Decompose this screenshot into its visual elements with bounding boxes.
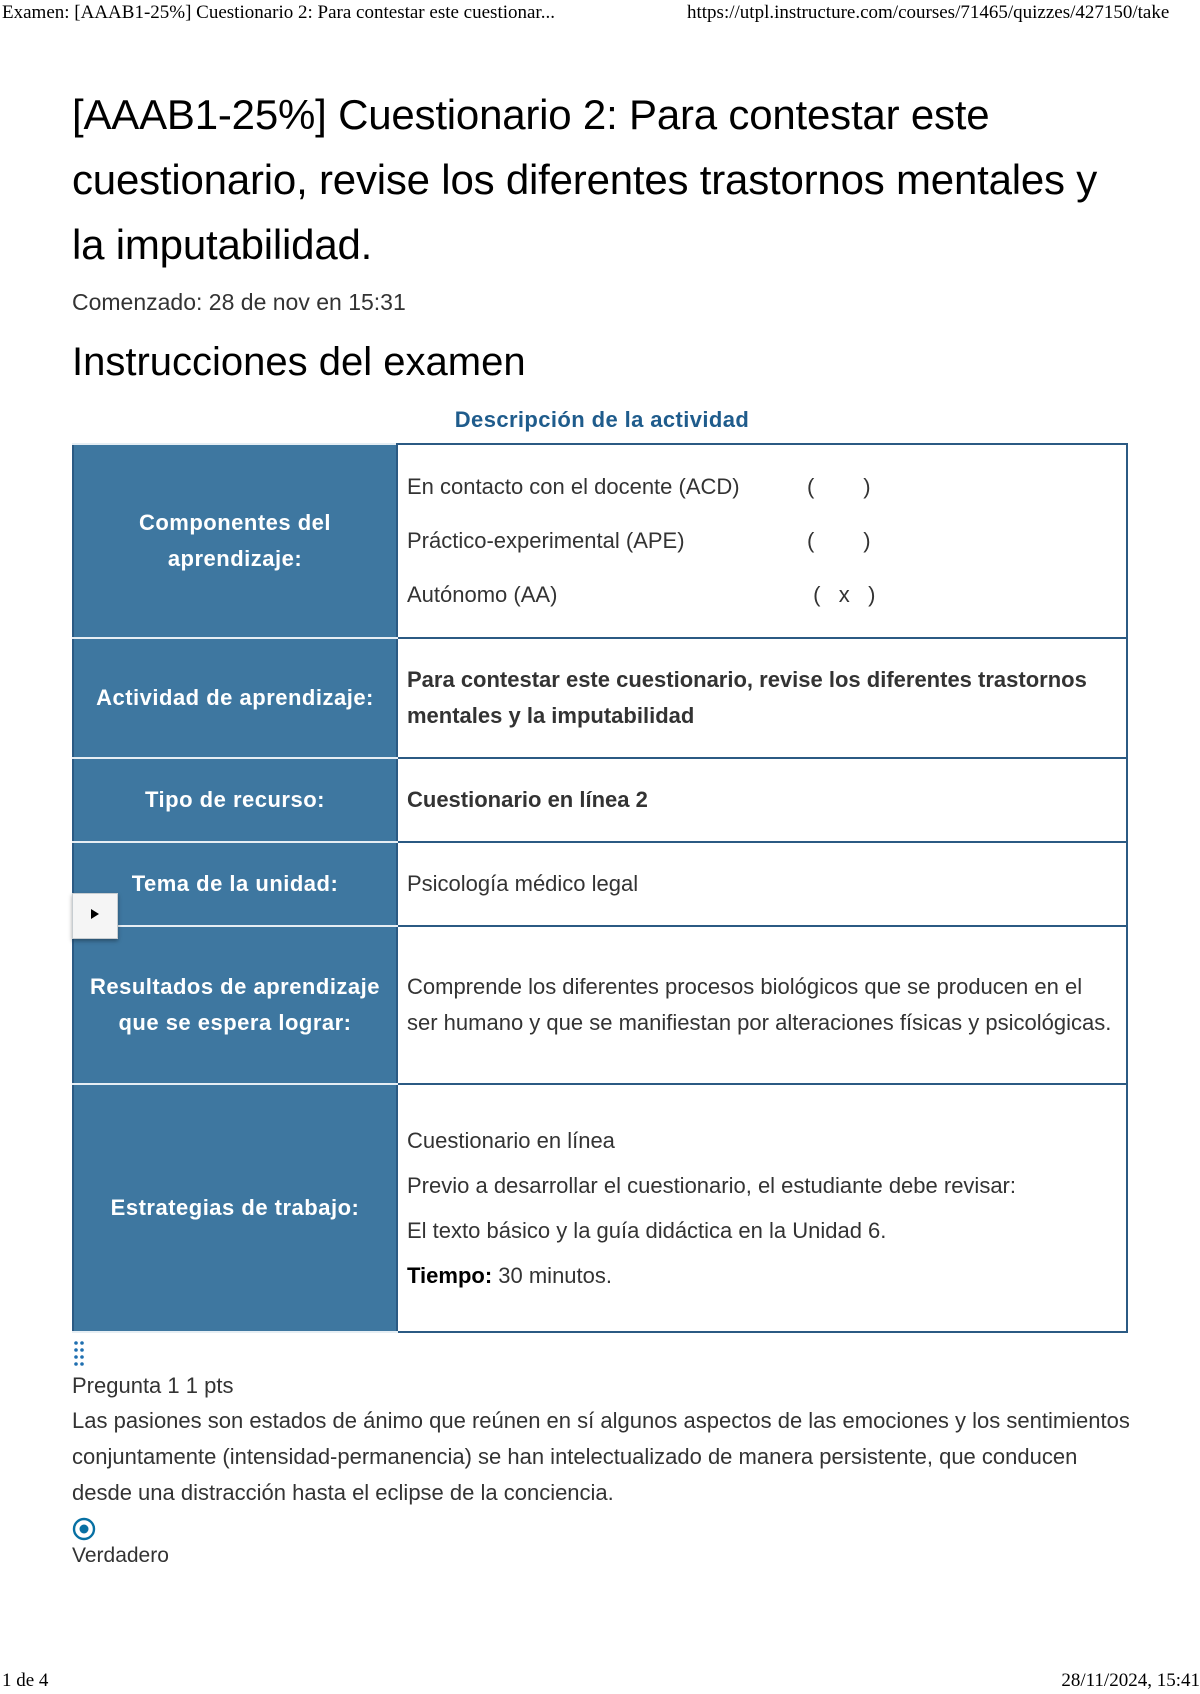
component-item <box>407 460 1116 514</box>
estrategia-line: Cuestionario en línea <box>407 1127 615 1153</box>
table-row <box>73 638 1127 758</box>
print-header-url: https://utpl.instructure.com/courses/71465/quizzes/427150/take <box>687 2 1170 23</box>
component-item <box>407 514 1116 568</box>
actividad-value: Para contestar este cuestionario, revise los diferentes trastornos mentales y la imputabilidad <box>397 638 1127 758</box>
table-row <box>73 842 1127 926</box>
component-name: Autónomo (AA) <box>407 582 558 607</box>
component-name: En contacto con el docente (ACD) <box>407 474 740 499</box>
activity-description-table <box>72 443 1128 1333</box>
tiempo-value: 30 minutos. <box>492 1262 612 1288</box>
quiz-started-time: Comenzado: 28 de nov en 15:31 <box>72 289 406 315</box>
componentes-value <box>397 444 1127 638</box>
instructions-heading: Instrucciones del examen <box>72 340 526 384</box>
estrategias-label: Estrategias de trabajo: <box>73 1084 397 1332</box>
componentes-label: Componentes del aprendizaje: <box>73 444 397 638</box>
resultados-label: Resultados de aprendizaje que se espera lograr: <box>73 926 397 1084</box>
question-text: Las pasiones son estados de ánimo que reúnen en sí algunos aspectos de las emociones y los sentimientos conjuntamente (intensidad-permanencia) se han intelectualizado de manera persistente, que conducen desde una distracción hasta el eclipse de la conciencia. <box>72 1408 1130 1505</box>
table-row <box>73 444 1127 638</box>
tipo-value: Cuestionario en línea 2 <box>397 758 1127 842</box>
quiz-title: [AAAB1-25%] Cuestionario 2: Para contestar este cuestionario, revise los diferentes trastornos mentales y la imputabilidad. <box>72 91 1098 268</box>
tiempo-label: Tiempo: <box>407 1262 493 1288</box>
tipo-label: Tipo de recurso: <box>73 758 397 842</box>
component-mark: ( ) <box>807 474 871 499</box>
answer-label[interactable]: Verdadero <box>72 1544 169 1567</box>
question-header: Pregunta 1 1 pts <box>72 1373 234 1398</box>
table-caption: Descripción de la actividad <box>454 407 750 432</box>
component-mark: ( ) <box>807 528 871 553</box>
print-datetime: 28/11/2024, 15:41 <box>1061 1670 1200 1691</box>
component-name: Práctico-experimental (APE) <box>407 528 685 553</box>
estrategias-value <box>397 1084 1127 1332</box>
component-mark: ( x ) <box>807 582 876 607</box>
drag-dots-icon[interactable] <box>72 1339 92 1367</box>
print-header-title: Examen: [AAAB1-25%] Cuestionario 2: Para contestar este cuestionar... <box>2 2 555 23</box>
play-button[interactable] <box>72 893 118 939</box>
table-row <box>73 1084 1127 1332</box>
table-row <box>73 758 1127 842</box>
actividad-label: Actividad de aprendizaje: <box>73 638 397 758</box>
play-triangle-icon <box>90 907 100 925</box>
radio-selected-icon[interactable] <box>72 1517 96 1541</box>
print-footer <box>0 1670 1200 1694</box>
estrategia-line: El texto básico y la guía didáctica en la Unidad 6. <box>407 1217 887 1243</box>
tema-label: Tema de la unidad: <box>73 842 397 926</box>
print-header <box>0 0 1200 30</box>
page-number: 1 de 4 <box>2 1670 49 1691</box>
resultados-value: Comprende los diferentes procesos biológicos que se producen en el ser humano y que se manifiestan por alteraciones físicas y psicológicas. <box>397 926 1127 1084</box>
quiz-content <box>72 82 1132 1571</box>
tiempo-line <box>407 1258 1116 1294</box>
table-row <box>73 926 1127 1084</box>
component-item <box>407 568 1116 622</box>
tema-value: Psicología médico legal <box>397 842 1127 926</box>
estrategia-line: Previo a desarrollar el cuestionario, el estudiante debe revisar: <box>407 1172 1016 1198</box>
